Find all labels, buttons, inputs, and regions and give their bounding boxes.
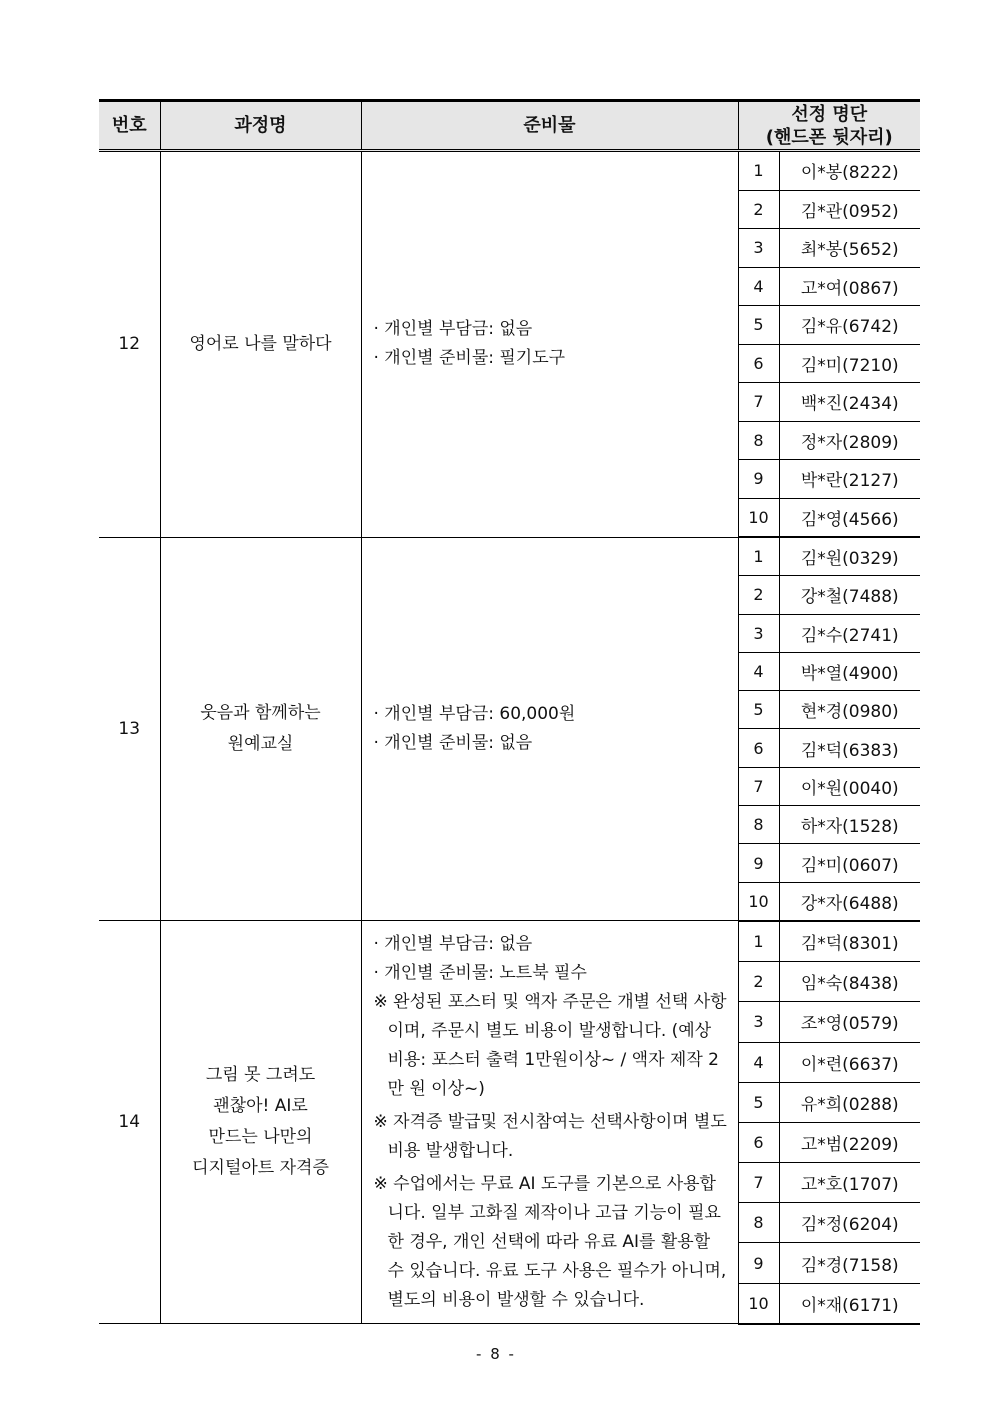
selected-index: 3 — [738, 229, 779, 268]
selected-person: 이*봉(8222) — [779, 151, 920, 191]
supplies-line: · 개인별 준비물: 노트북 필수 — [373, 962, 587, 983]
selected-index: 8 — [738, 421, 779, 460]
course-name-line: 웃음과 함께하는 — [200, 702, 321, 723]
header-selected — [738, 101, 920, 151]
selected-person: 김*영(4566) — [779, 498, 920, 537]
selected-person: 최*봉(5652) — [779, 229, 920, 268]
course-number: 12 — [99, 151, 160, 538]
selected-index: 4 — [738, 652, 779, 690]
selected-person: 이*원(0040) — [779, 767, 920, 805]
course-supplies — [361, 921, 738, 1324]
selected-index: 5 — [738, 306, 779, 345]
course-name — [160, 921, 361, 1324]
course-supplies — [361, 537, 738, 921]
selected-index: 2 — [738, 962, 779, 1002]
table-body — [99, 151, 920, 1324]
course-name — [160, 151, 361, 538]
selected-person: 백*진(2434) — [779, 383, 920, 422]
selected-person: 김*정(6204) — [779, 1203, 920, 1243]
selected-index: 7 — [738, 767, 779, 805]
selected-person: 고*호(1707) — [779, 1163, 920, 1203]
selected-index: 9 — [738, 1243, 779, 1283]
selected-person: 박*열(4900) — [779, 652, 920, 690]
selected-person: 정*자(2809) — [779, 421, 920, 460]
selected-person: 조*영(0579) — [779, 1002, 920, 1042]
table-row — [99, 537, 920, 576]
selected-index: 3 — [738, 614, 779, 652]
selected-person: 강*철(7488) — [779, 576, 920, 614]
selected-index: 4 — [738, 267, 779, 306]
supplies-line: · 개인별 부담금: 없음 — [373, 933, 533, 954]
selection-table — [99, 99, 920, 1325]
header-selected-line2: (핸드폰 뒷자리) — [765, 126, 893, 148]
selected-person: 김*미(0607) — [779, 844, 920, 882]
selected-person: 고*여(0867) — [779, 267, 920, 306]
header-number: 번호 — [99, 101, 160, 151]
selected-index: 1 — [738, 537, 779, 576]
selected-index: 3 — [738, 1002, 779, 1042]
selected-index: 9 — [738, 460, 779, 499]
table-row — [99, 921, 920, 962]
selected-index: 7 — [738, 1163, 779, 1203]
selected-index: 6 — [738, 1122, 779, 1162]
selected-index: 9 — [738, 844, 779, 882]
page-number: - 8 - — [476, 1345, 516, 1363]
supplies-note: ※ 완성된 포스터 및 액자 주문은 개별 선택 사항이며, 주문시 별도 비용이 발생합니다. (예상 비용: 포스터 출력 1만원이상~ / 액자 제작 2만 원 이상~) — [373, 991, 727, 1099]
selected-person: 하*자(1528) — [779, 806, 920, 844]
selected-index: 8 — [738, 1203, 779, 1243]
selected-index: 6 — [738, 344, 779, 383]
supplies-line: · 개인별 준비물: 필기도구 — [373, 348, 566, 369]
selected-person: 김*덕(8301) — [779, 921, 920, 962]
selected-index: 5 — [738, 691, 779, 729]
course-name-line: 만드는 나만의 — [208, 1127, 313, 1148]
selected-person: 김*덕(6383) — [779, 729, 920, 767]
selected-person: 김*관(0952) — [779, 190, 920, 229]
course-number: 14 — [99, 921, 160, 1324]
table-header-row — [99, 101, 920, 151]
header-selected-line1: 선정 명단 — [791, 103, 868, 125]
selected-index: 10 — [738, 1283, 779, 1324]
selected-index: 7 — [738, 383, 779, 422]
course-name-line: 영어로 나를 말하다 — [189, 333, 332, 354]
selected-person: 김*미(7210) — [779, 344, 920, 383]
selected-index: 2 — [738, 576, 779, 614]
supplies-note: ※ 수업에서는 무료 AI 도구를 기본으로 사용합니다. 일부 고화질 제작이나 고급 기능이 필요한 경우, 개인 선택에 따라 유료 AI를 활용할 수 있습니다. 유료 도구 사용은 필수가 아니며, 별도의 비용이 발생할 수 있습니다. — [373, 1173, 727, 1310]
selected-person: 김*수(2741) — [779, 614, 920, 652]
header-supplies: 준비물 — [361, 101, 738, 151]
selected-person: 임*숙(8438) — [779, 962, 920, 1002]
selected-person: 김*원(0329) — [779, 537, 920, 576]
course-name-line: 원예교실 — [227, 733, 294, 754]
selected-index: 1 — [738, 921, 779, 962]
selected-person: 박*란(2127) — [779, 460, 920, 499]
selected-person: 김*유(6742) — [779, 306, 920, 345]
course-name-line: 그림 못 그려도 — [205, 1065, 316, 1086]
selected-index: 4 — [738, 1042, 779, 1082]
course-name — [160, 537, 361, 921]
selected-index: 2 — [738, 190, 779, 229]
selected-person: 김*경(7158) — [779, 1243, 920, 1283]
selected-person: 고*범(2209) — [779, 1122, 920, 1162]
supplies-line: · 개인별 부담금: 60,000원 — [373, 703, 576, 724]
selected-person: 이*재(6171) — [779, 1283, 920, 1324]
selected-index: 6 — [738, 729, 779, 767]
selected-index: 10 — [738, 882, 779, 921]
course-name-line: 괜찮아! AI로 — [213, 1096, 308, 1117]
course-number: 13 — [99, 537, 160, 921]
course-name-line: 디지털아트 자격증 — [192, 1158, 329, 1179]
table-row — [99, 151, 920, 191]
selected-person: 이*련(6637) — [779, 1042, 920, 1082]
supplies-line: · 개인별 준비물: 없음 — [373, 732, 533, 753]
selected-index: 8 — [738, 806, 779, 844]
supplies-note: ※ 자격증 발급및 전시참여는 선택사항이며 별도비용 발생합니다. — [373, 1111, 727, 1161]
course-supplies — [361, 151, 738, 538]
selected-person: 현*경(0980) — [779, 691, 920, 729]
selected-index: 5 — [738, 1082, 779, 1122]
supplies-line: · 개인별 부담금: 없음 — [373, 319, 533, 340]
selected-person: 강*자(6488) — [779, 882, 920, 921]
header-course: 과정명 — [160, 101, 361, 151]
selected-person: 유*희(0288) — [779, 1082, 920, 1122]
selected-index: 10 — [738, 498, 779, 537]
selected-index: 1 — [738, 151, 779, 191]
